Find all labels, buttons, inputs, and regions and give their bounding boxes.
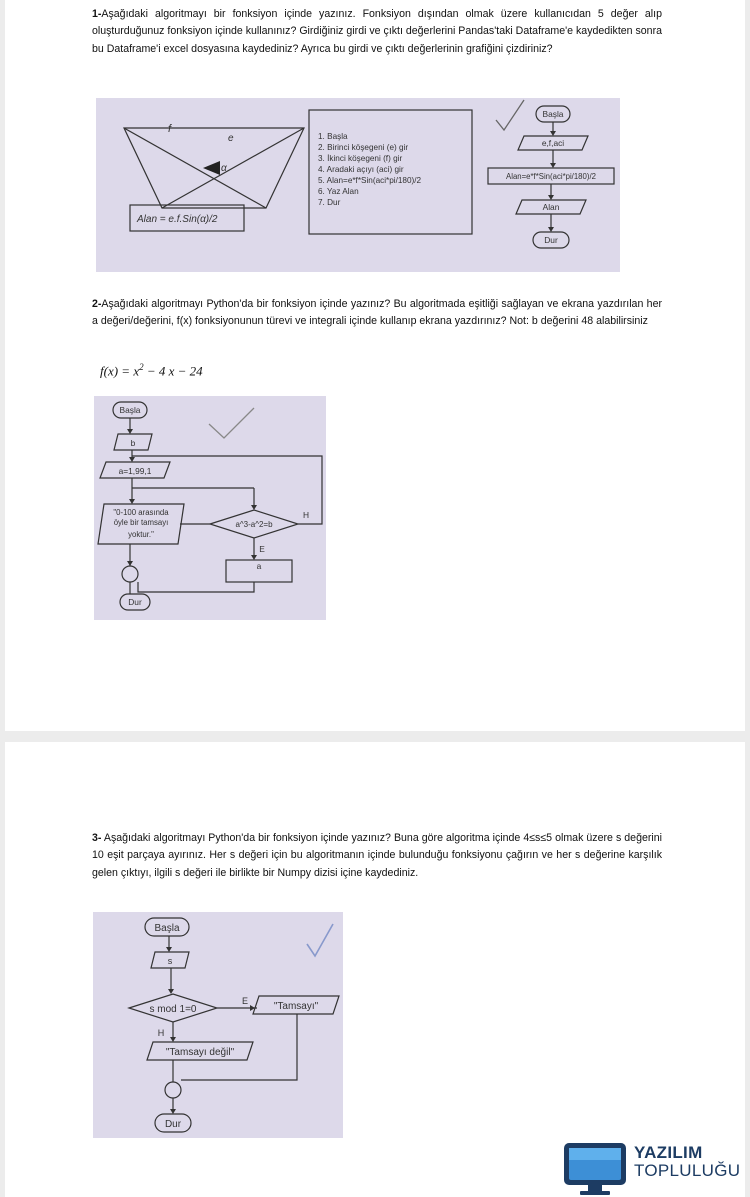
function-formula (100, 362, 203, 379)
logo-line-1: YAZILIM (634, 1143, 703, 1162)
flow1-start-label: Başla (542, 109, 564, 119)
question-1-text: Aşağıdaki algoritmayı bir fonksiyon içinde yazınız. Fonksiyon dışından olmak üzere kullanıcıdan 5 değer alıp oluşturduğunuz fonksiyon içinde kullanınız? Girdiğiniz girdi ve çıktı değerlerini Pandas'taki Dataframe'e kaydedikten sonra bu Dataframe'i excel dosyasına kaydediniz? Ayrıca bu girdi ve çıktı değerlerinin grafiğini çizdiriniz? (92, 8, 662, 55)
logo-line-2: TOPLULUĞU (634, 1161, 741, 1180)
figure-2 (94, 396, 326, 620)
figure-2-drawing (94, 396, 326, 620)
flow3-yes-label: E (241, 996, 249, 1006)
flow3-output-no-label: "Tamsayı değil" (165, 1047, 235, 1058)
formula-lhs: f(x) = x (100, 363, 140, 379)
figure-3-drawing (93, 912, 343, 1138)
label-e: e (228, 133, 234, 144)
flow2-start-label: Başla (119, 405, 141, 415)
step-3: 3. İkinci köşegeni (f) gir (318, 154, 403, 163)
flow3-decision-label: s mod 1=0 (149, 1004, 197, 1015)
question-2-number: 2- (92, 298, 102, 310)
label-alpha: α (221, 163, 227, 174)
flow2-loop-label: a=1,99,1 (118, 466, 152, 476)
question-3-text: Aşağıdaki algoritmayı Python'da bir fonksiyon içinde yazınız? Buna göre algoritma içinde 4≤s≤5 olmak üzere s değerini 10 eşit parçaya ayırınız. Her s değeri için bu algoritmanın içinde bulunduğu fonksiyonu çağırın ve her s değerine karşılık gelen çıktıyı, ilgili s değeri ile birlikte bir Numpy dizisi içine kaydediniz. (92, 832, 662, 879)
flow3-start-label: Başla (154, 923, 180, 934)
question-3 (92, 830, 662, 882)
flow3-output-yes-label: "Tamsayı" (273, 1001, 319, 1012)
formula-rhs: − 4 x − 24 (143, 363, 203, 379)
flow1-process-label: Alan=e*f*Sin(aci*pi/180)/2 (506, 172, 596, 181)
diagonal-e (124, 128, 266, 208)
monitor-icon (558, 1137, 630, 1197)
flow2-connector (122, 566, 138, 582)
figure-1 (96, 98, 620, 272)
flow2-yes-label: E (259, 544, 265, 554)
step-1: 1. Başla (318, 132, 348, 141)
question-1 (92, 6, 662, 58)
flow1-input-label: e,f,aci (541, 138, 565, 148)
flow3-no-label: H (157, 1028, 165, 1038)
flow2-output-label: a (256, 561, 262, 571)
flow3-input-label: s (167, 956, 173, 966)
figure-3 (93, 912, 343, 1138)
flow2-input-label: b (130, 438, 136, 448)
flow3-connector (165, 1082, 181, 1098)
page-1 (5, 0, 745, 731)
flow1-output-label: Alan (542, 202, 560, 212)
flow2-message-line1: "0-100 arasında (113, 508, 169, 517)
angle-marker (203, 161, 220, 175)
step-5: 5. Alan=e*f*Sin(aci*pi/180)/2 (318, 176, 422, 185)
check-mark-3 (307, 924, 333, 956)
step-4: 4. Aradaki açıyı (aci) gir (318, 165, 404, 174)
label-f: f (168, 123, 172, 135)
flow2-decision-label: a^3-a^2=b (235, 520, 273, 529)
question-1-number: 1- (92, 8, 102, 20)
flow1-end-label: Dur (544, 235, 558, 245)
question-2 (92, 296, 662, 331)
flow3-end-label: Dur (164, 1119, 182, 1130)
step-2: 2. Birinci köşegeni (e) gir (318, 143, 409, 152)
step-6: 6. Yaz Alan (318, 187, 359, 196)
flow2-message-line3: yoktur." (128, 530, 154, 539)
question-3-number: 3- (92, 832, 102, 844)
formula-text: Alan = e.f.Sin(α)/2 (137, 214, 218, 225)
step-7: 7. Dur (318, 198, 341, 207)
check-mark-2 (209, 408, 254, 438)
flow2-end-label: Dur (128, 597, 142, 607)
question-2-text: Aşağıdaki algoritmayı Python'da bir fonksiyon içinde yazınız? Bu algoritmada eşitliği sağlayan ve ekrana yazdırılan her a değeri/değerini, f(x) fonksiyonunun türevi ve integrali içinde kullanıp ekrana yazdırınız? Not: b değerini 48 alabilirsiniz (92, 298, 662, 328)
formula-exponent: 2 (139, 362, 144, 372)
flow2-message-line2: öyle bir tamsayı (113, 518, 169, 527)
check-mark (496, 100, 524, 130)
flow2-no-label: H (302, 510, 310, 520)
logo (558, 1137, 750, 1197)
figure-1-drawing (96, 98, 620, 272)
